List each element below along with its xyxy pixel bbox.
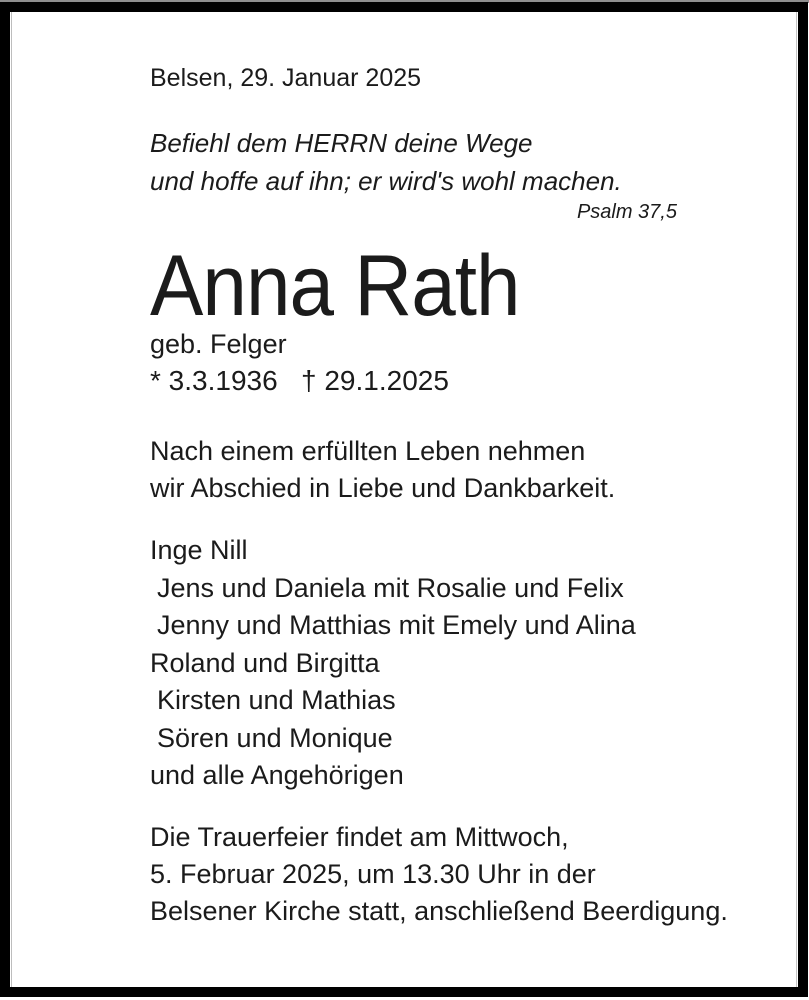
funeral-line-3: Belsener Kirche statt, anschließend Beerdigung.	[150, 896, 728, 926]
mourner-line: Roland und Birgitta	[150, 647, 380, 678]
verse-line-2: und hoffe auf ihn; er wird's wohl machen.	[150, 166, 622, 196]
maiden-name: geb. Felger	[150, 329, 287, 359]
notice-frame	[0, 2, 808, 997]
dateline: Belsen, 29. Januar 2025	[150, 64, 422, 92]
scripture-verse	[150, 124, 622, 200]
notice-content	[10, 12, 798, 987]
verse-reference: Psalm 37,5	[576, 201, 677, 223]
farewell-text	[150, 433, 615, 506]
funeral-line-2: 5. Februar 2025, um 13.30 Uhr in der	[150, 859, 596, 889]
farewell-line-2: wir Abschied in Liebe und Dankbarkeit.	[150, 472, 616, 503]
mourner-line: Sören und Monique	[157, 722, 393, 753]
deceased-name: Anna Rath	[150, 238, 520, 334]
mourner-line: Kirsten und Mathias	[157, 685, 396, 715]
funeral-details	[150, 819, 728, 930]
mourner-line: Jenny und Matthias mit Emely und Alina	[157, 610, 636, 640]
mourner-line: Inge Nill	[150, 535, 248, 565]
farewell-line-1: Nach einem erfüllten Leben nehmen	[150, 436, 586, 466]
birth-death-dates: * 3.3.1936 † 29.1.2025	[150, 365, 449, 396]
verse-line-1: Befiehl dem HERRN deine Wege	[150, 128, 533, 158]
mourners-list	[150, 532, 636, 795]
mourner-line: Jens und Daniela mit Rosalie und Felix	[157, 572, 624, 603]
mourner-line: und alle Angehörigen	[150, 760, 404, 790]
funeral-line-1: Die Trauerfeier findet am Mittwoch,	[150, 822, 569, 852]
